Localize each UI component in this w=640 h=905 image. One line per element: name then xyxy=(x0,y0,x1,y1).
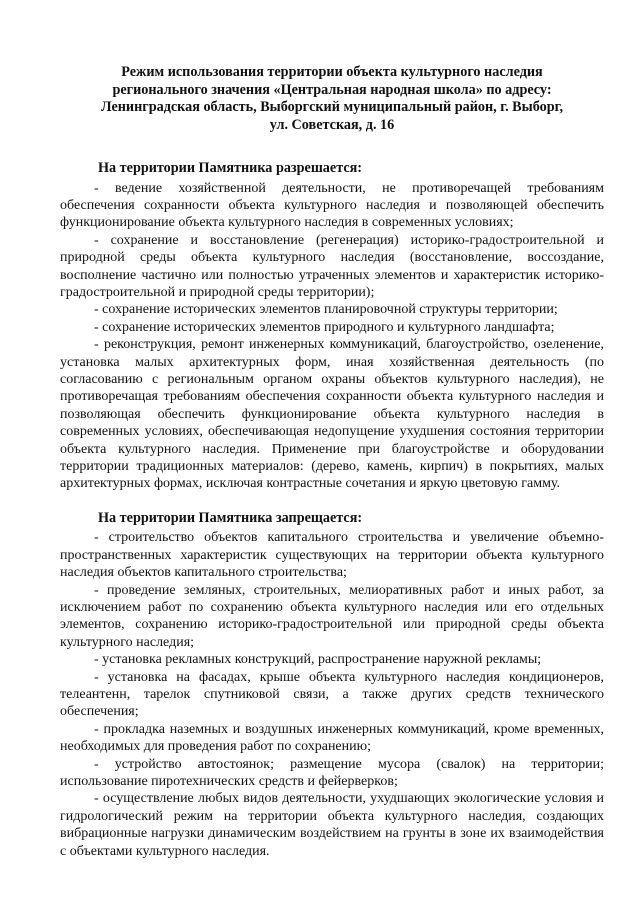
title-line-3: Ленинградская область, Выборгский муниципальный район, г. Выборг, xyxy=(100,99,564,115)
allowed-item: - реконструкция, ремонт инженерных коммуникаций, благоустройство, озеленение, установка малых архитектурных форм, иная хозяйственная деятельность (по согласованию с региональным органом охраны объектов культурного наследия), не противоречащая требованиям обеспечения сохранности объекта культурного наследия и позволяющая обеспечить функционирование объекта культурного наследия в современных условиях, обеспечивающая недопущение ухудшения состояния территории объекта культурного наследия. Применение при благоустройстве и оборудовании территории традиционных материалов: (дерево, камень, кирпич) в покрытиях, малых архитектурных формах, исключая контрастные сочетания и яркую цветовую гамму. xyxy=(60,337,604,492)
allowed-section xyxy=(60,160,604,493)
forbidden-item: - проведение земляных, строительных, мелиоративных работ и иных работ, за исключением работ по сохранению объекта культурного наследия или его отдельных элементов, сохранению историко-градостроительной или природной среды объекта культурного наследия; xyxy=(60,582,604,650)
forbidden-section xyxy=(60,510,604,860)
forbidden-item: - прокладка наземных и воздушных инженерных коммуникаций, кроме временных, необходимых для проведения работ по сохранению; xyxy=(60,721,604,755)
title-line-1: Режим использования территории объекта культурного наследия xyxy=(121,64,543,80)
allowed-item: - сохранение исторических элементов планировочной структуры территории; xyxy=(94,302,558,318)
title-line-2: регионального значения «Центральная народная школа» по адресу: xyxy=(112,81,552,98)
allowed-heading: На территории Памятника разрешается: xyxy=(98,160,363,176)
allowed-item: - сохранение исторических элементов природного и культурного ландшафта; xyxy=(94,319,555,335)
allowed-item: - сохранение и восстановление (регенерация) историко-градостроительной и природной среды объекта культурного наследия (восстановление, воссоздание, восполнение частично или полностью утраченных элементов и характеристик историко-градостроительной и природной среды территории); xyxy=(60,232,604,300)
forbidden-item: - установка рекламных конструкций, распространение наружной рекламы; xyxy=(94,652,542,668)
forbidden-heading: На территории Памятника запрещается: xyxy=(98,509,363,526)
forbidden-item: - устройство автостоянок; размещение мусора (свалок) на территории; использование пиротехнических средств и фейерверков; xyxy=(60,756,604,789)
section-gap xyxy=(60,493,604,510)
document-title xyxy=(60,64,604,134)
forbidden-item: - строительство объектов капитального строительства и увеличение объемно-пространственных характеристик существующих на территории объекта культурного наследия объектов капитального строительства; xyxy=(60,530,604,581)
forbidden-item: - осуществление любых видов деятельности, ухудшающих экологические условия и гидрологический режим на территории объекта культурного наследия, создающих вибрационные нагрузки динамическим воздействием на грунты в зоне их взаимодействия с объектами культурного наследия. xyxy=(60,791,604,859)
allowed-item: - ведение хозяйственной деятельности, не противоречащей требованиям обеспечения сохранности объекта культурного наследия и позволяющей обеспечить функционирование объекта культурного наследия в современных условиях; xyxy=(60,180,604,231)
forbidden-item: - установка на фасадах, крыше объекта культурного наследия кондиционеров, телеантенн, тарелок спутниковой связи, а также других средств технического обеспечения; xyxy=(60,669,604,720)
title-line-4: ул. Советская, д. 16 xyxy=(269,116,395,133)
